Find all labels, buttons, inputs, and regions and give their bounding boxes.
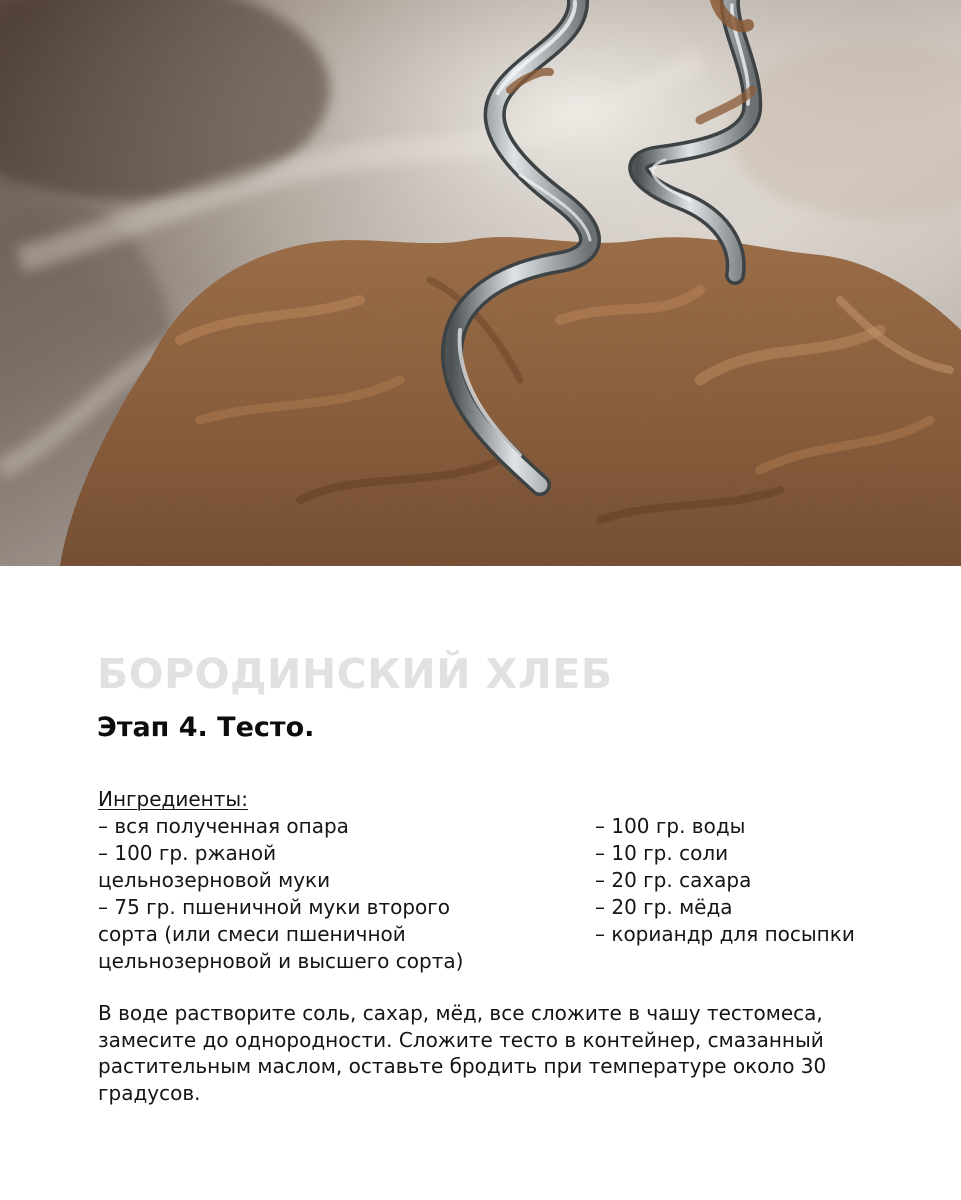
instruction-line: В воде растворите соль, сахар, мёд, все сложите в чашу тестомеса, [98,1001,823,1025]
instructions-paragraph [98,1000,918,1106]
recipe-title: БОРОДИНСКИЙ ХЛЕБ [97,650,613,698]
ingredients-right-column [595,813,935,948]
ingredient-line: – 20 гр. мёда [595,895,733,919]
ingredients-left-column [98,786,568,975]
instruction-line: замесите до однородности. Сложите тесто в контейнер, смазанный [98,1027,824,1052]
ingredient-line: – 100 гр. воды [595,814,746,838]
ingredient-line: цельнозерновой муки [98,868,331,892]
instruction-line: градусов. [98,1080,201,1105]
dough-photo [0,0,961,566]
ingredients-heading: Ингредиенты: [98,787,248,811]
ingredient-line: – кориандр для посыпки [595,922,855,946]
ingredient-line: цельнозерновой и высшего сорта) [98,949,464,973]
ingredient-line: – вся полученная опара [98,814,349,838]
instruction-line: растительным маслом, оставьте бродить при температуре около 30 [98,1054,827,1078]
stage-title: Этап 4. Тесто. [97,712,315,743]
ingredient-line: сорта (или смеси пшеничной [98,922,406,946]
ingredient-line: – 100 гр. ржаной [98,841,277,865]
ingredient-line: – 75 гр. пшеничной муки второго [98,895,451,919]
ingredient-line: – 20 гр. сахара [595,868,752,892]
ingredient-line: – 10 гр. соли [595,841,729,865]
